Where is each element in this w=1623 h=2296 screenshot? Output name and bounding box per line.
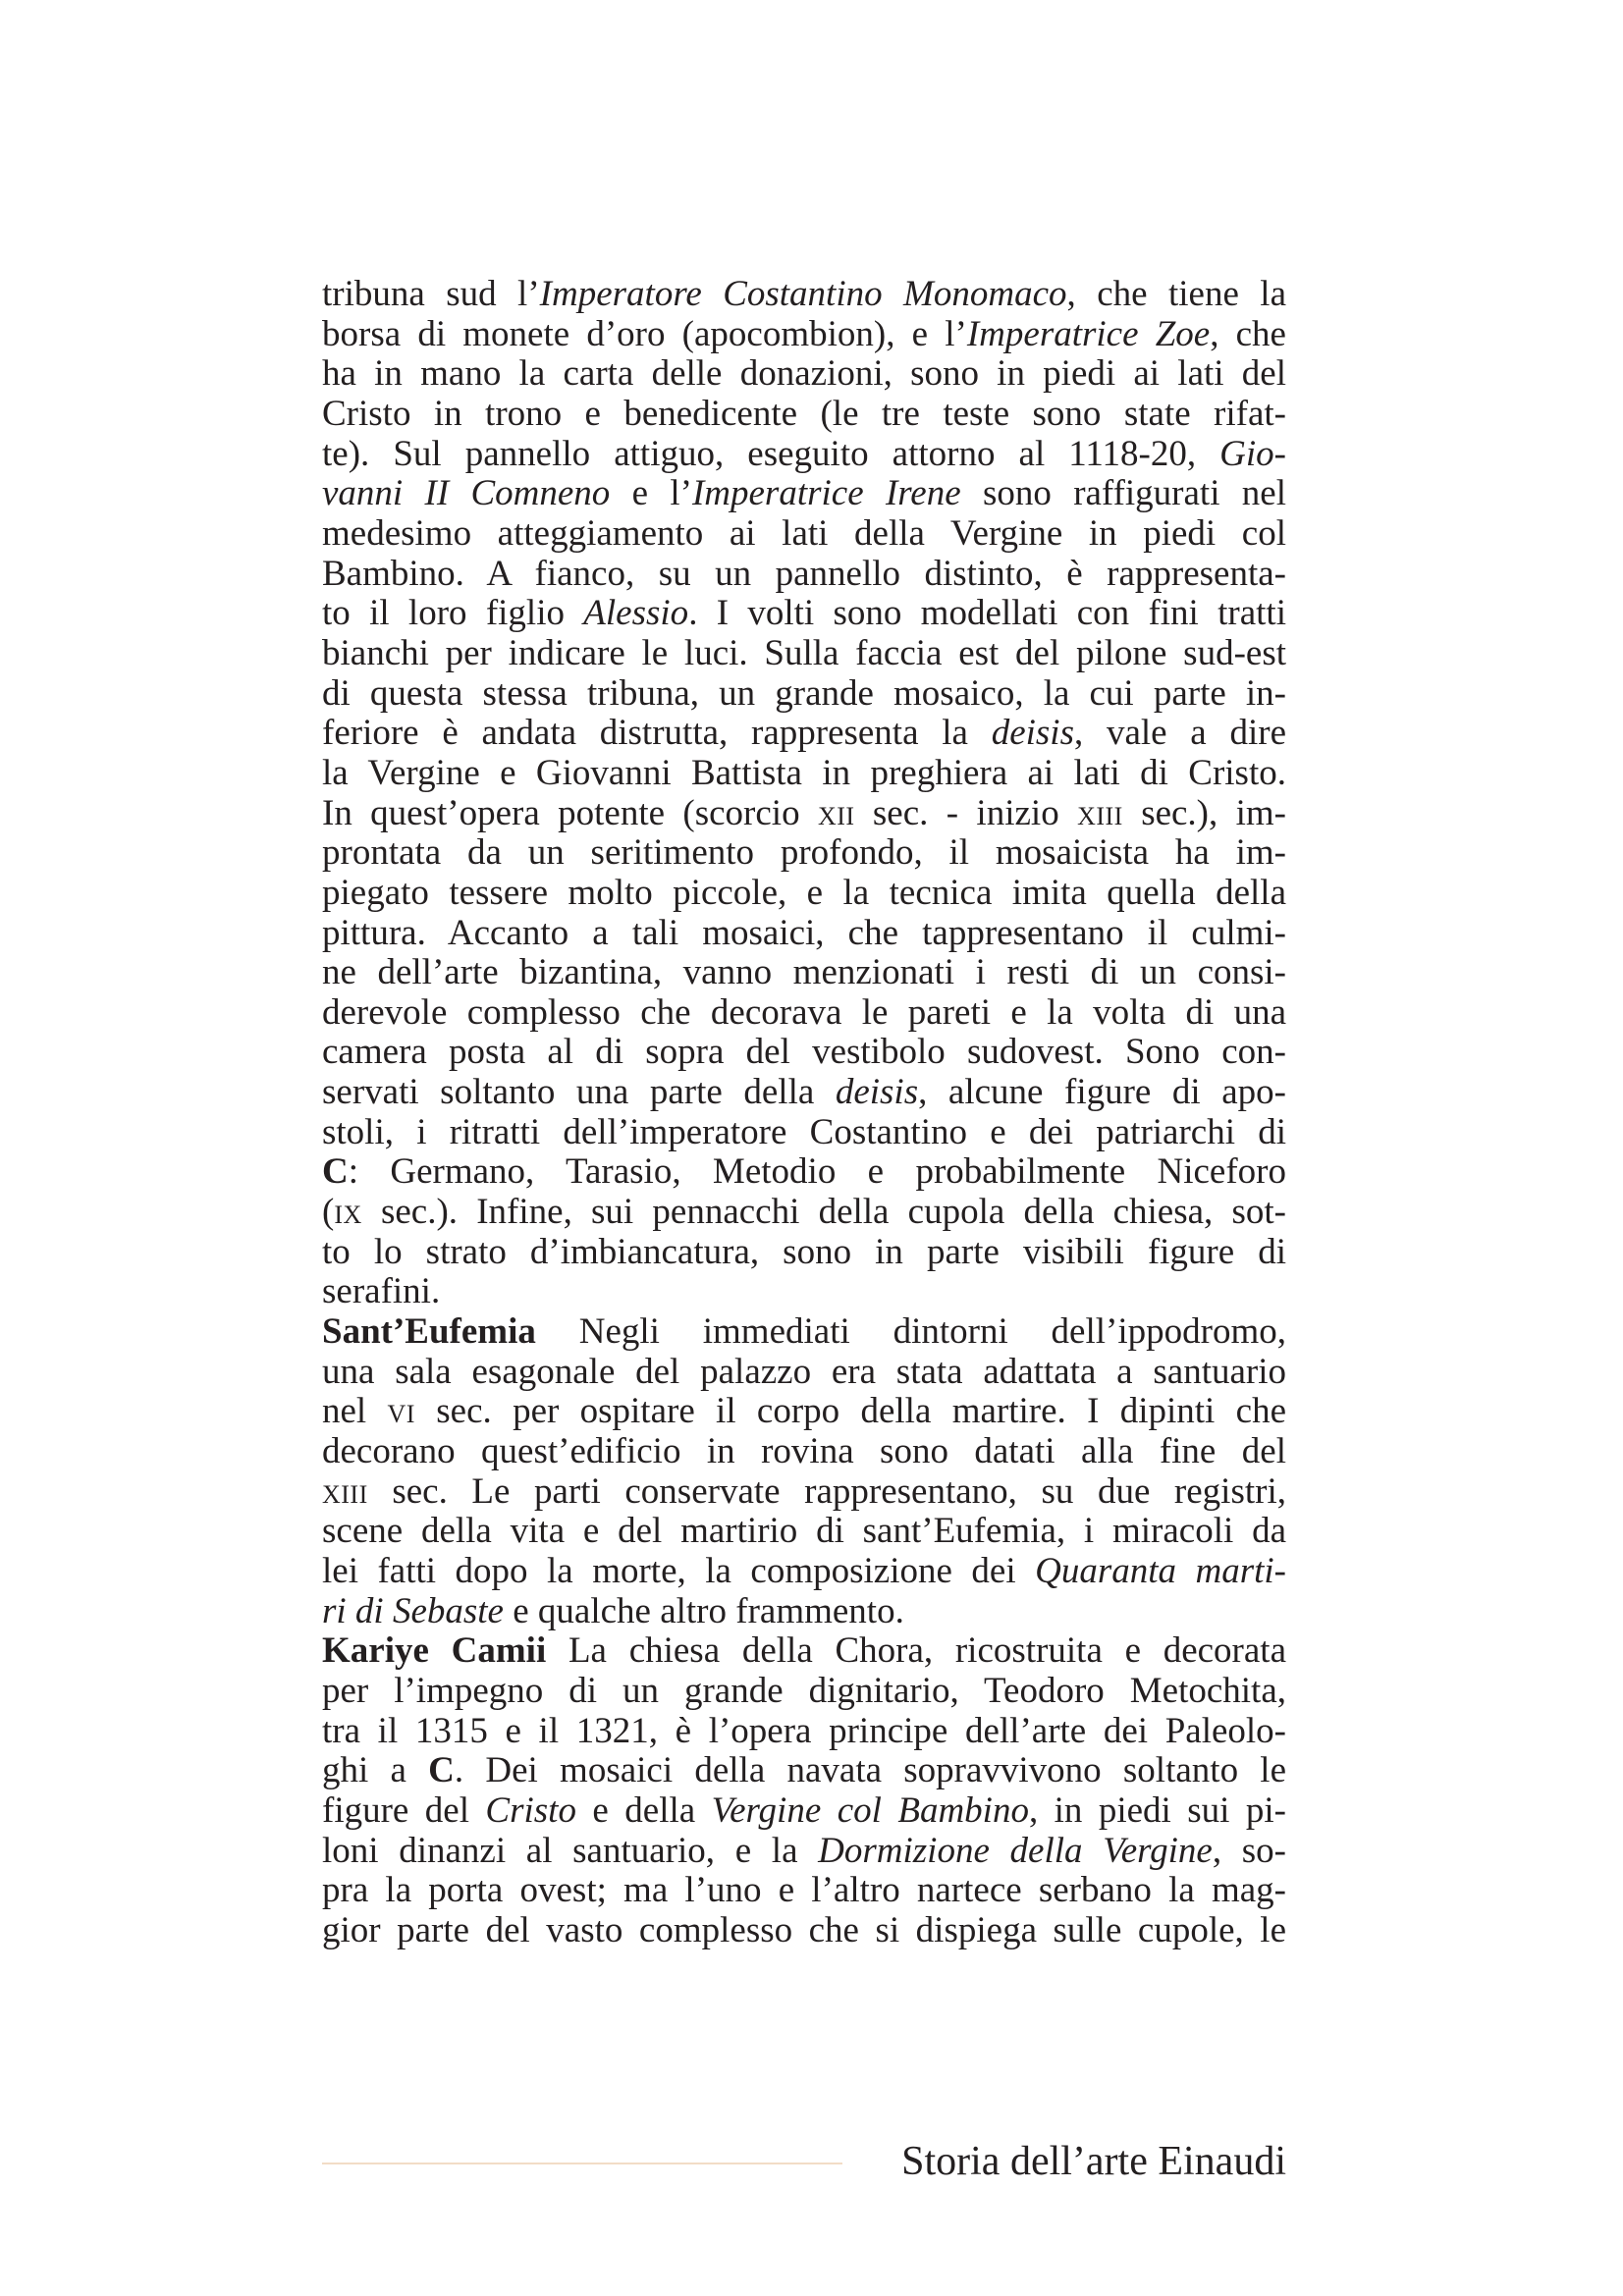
text-line [322,634,1286,674]
text-run: e della [575,1789,712,1831]
bold-heading: Kariye Camii [322,1630,547,1672]
text-line [322,1033,1286,1073]
text-line [322,1193,1286,1233]
text-line [322,1832,1286,1872]
text-line [322,674,1286,715]
text-run: La chiesa della Chora, ricostruita e decorata [546,1630,1287,1672]
text-run: , alcune figure di apo- [918,1072,1286,1113]
italic-text: Alessio [583,593,689,634]
text-run: Bambino. A fianco, su un pannello distinto, è rappresenta- [322,553,1286,594]
text-line [322,1272,1286,1312]
text-line [322,1312,1286,1353]
text-line [322,1672,1286,1712]
text-line [322,1552,1286,1592]
text-run: borsa di monete d’oro (apocombion), e l’ [322,313,967,354]
text-run: sec. per ospitare il corpo della martire. I dipinti che [414,1391,1286,1432]
bold-heading: C [322,1151,349,1193]
text-run: camera posta al di sopra del vestibolo sudovest. Sono con- [322,1032,1286,1073]
italic-text: Cristo [485,1789,576,1831]
text-run: sec. Le parti conservate rappresentano, su due registri, [367,1470,1286,1512]
text-run: feriore è andata distrutta, rappresenta la [322,713,992,754]
text-run: scene della vita e del martirio di sant’Eufemia, i miracoli da [322,1511,1286,1552]
text-run: , vale a dire [1073,713,1286,754]
text-line [322,1392,1286,1432]
text-run: gior parte del vasto complesso che si dispiega sulle cupole, le [322,1909,1286,1950]
footer-title: Storia dell’arte Einaudi [901,2139,1286,2184]
text-line [322,1472,1286,1513]
text-run: sono raffigurati nel [960,473,1287,514]
text-run: pittura. Accanto a tali mosaici, che tappresentano il culmi- [322,912,1286,953]
text-run: , che tiene la [1066,274,1287,314]
body-text [322,275,1286,1951]
text-run: sec.), im- [1122,792,1286,833]
text-run: prontata da un seritimento profondo, il mosaicista ha im- [322,832,1286,874]
text-line [322,1432,1286,1472]
text-run: te). Sul pannello attiguo, eseguito attorno al 1118-20, [322,433,1220,474]
text-run: , che [1210,313,1286,354]
text-line [322,275,1286,315]
text-run: Negli immediati dintorni dell’ippodromo, [535,1311,1286,1353]
text-run: derevole complesso che decorava le pareti e la volta di una [322,991,1286,1033]
italic-text: Vergine col Bambino [711,1789,1029,1831]
text-run: , in piedi sui pi- [1028,1789,1286,1831]
text-line [322,514,1286,555]
text-run: nel [322,1391,388,1432]
text-run: In quest’opera potente (scorcio [322,792,818,833]
text-run: e qualche altro frammento. [503,1590,904,1631]
text-line [322,1751,1286,1791]
text-run: di questa stessa tribuna, un grande mosaico, la cui parte in- [322,672,1286,714]
text-line [322,754,1286,794]
text-line [322,714,1286,754]
text-line [322,874,1286,914]
text-run: per l’impegno di un grande dignitario, Teodoro Metochita, [322,1670,1286,1711]
roman-numeral: ix [334,1192,362,1233]
italic-text: deisis [991,713,1074,754]
text-run: ( [322,1192,335,1233]
text-run: , so- [1212,1830,1286,1871]
text-run: : Germano, Tarasio, Metodio e probabilmente Niceforo [348,1151,1286,1193]
text-run: tra il 1315 e il 1321, è l’opera principe dell’arte dei Paleolo- [322,1710,1286,1751]
italic-text: Imperatrice Irene [691,473,961,514]
text-line [322,474,1286,514]
text-run: . Dei mosaici della navata sopravvivono soltanto le [454,1750,1287,1791]
text-line [322,354,1286,395]
roman-numeral: xiii [322,1470,368,1512]
text-run: decorano quest’edificio in rovina sono datati alla fine del [322,1431,1286,1472]
text-run: stoli, i ritratti dell’imperatore Costantino e dei patriarchi di [322,1111,1286,1152]
text-run: loni dinanzi al santuario, e la [322,1830,819,1871]
text-run: una sala esagonale del palazzo era stata adattata a santuario [322,1351,1286,1392]
text-run: pra la porta ovest; ma l’uno e l’altro nartece serbano la mag- [322,1870,1286,1911]
text-line [322,315,1286,355]
text-run: sec.). Infine, sui pennacchi della cupola della chiesa, sot- [361,1192,1286,1233]
text-run: Cristo in trono e benedicente (le tre teste sono state rifat- [322,393,1286,434]
text-line [322,993,1286,1034]
italic-text: Imperatrice Zoe [966,313,1211,354]
text-line [322,1113,1286,1153]
text-line [322,1631,1286,1672]
italic-text: Imperatore Costantino Monomaco [539,274,1067,314]
text-run: servati soltanto una parte della [322,1072,836,1113]
italic-text: vanni II Comneno [322,473,611,514]
text-line [322,1073,1286,1113]
text-line [322,953,1286,993]
bold-heading: C [428,1750,455,1791]
text-run: ghi a [322,1750,429,1791]
text-line [322,833,1286,874]
text-line [322,1233,1286,1273]
footer-rule [322,2163,842,2164]
text-line [322,914,1286,954]
text-line [322,1152,1286,1193]
italic-text: Gio- [1219,433,1286,474]
text-line [322,594,1286,634]
italic-text: ri di Sebaste [322,1590,504,1631]
text-run: tribuna sud l’ [322,274,540,314]
bold-heading: Sant’Eufemia [322,1311,536,1353]
text-line [322,1712,1286,1752]
text-line [322,1592,1286,1632]
text-line [322,395,1286,435]
italic-text: Quaranta marti- [1035,1551,1286,1591]
text-run: to lo strato d’imbiancatura, sono in parte visibili figure di [322,1231,1286,1272]
text-run: bianchi per indicare le luci. Sulla faccia est del pilone sud-est [322,632,1286,673]
text-run: ne dell’arte bizantina, vanno menzionati i resti di un consi- [322,952,1286,993]
text-run: e l’ [610,473,692,514]
text-line [322,1512,1286,1552]
italic-text: Dormizione della Vergine [818,1830,1213,1871]
text-run: to il loro figlio [322,593,584,634]
text-line [322,1791,1286,1832]
italic-text: deisis [835,1072,919,1113]
text-line [322,794,1286,834]
text-run: serafini. [322,1271,441,1312]
roman-numeral: xiii [1077,792,1123,833]
text-line [322,1911,1286,1951]
text-run: lei fatti dopo la morte, la composizione dei [322,1551,1036,1591]
text-run: figure del [322,1789,486,1831]
text-run: la Vergine e Giovanni Battista in preghiera ai lati di Cristo. [322,752,1286,793]
text-run: sec. - inizio [854,792,1078,833]
roman-numeral: xii [817,792,855,833]
text-line [322,1353,1286,1393]
text-run: medesimo atteggiamento ai lati della Vergine in piedi col [322,512,1286,554]
text-line [322,435,1286,475]
text-line [322,555,1286,595]
text-line [322,1871,1286,1911]
text-run: piegato tessere molto piccole, e la tecnica imita quella della [322,872,1286,913]
text-run: ha in mano la carta delle donazioni, sono in piedi ai lati del [322,353,1286,395]
text-run: . I volti sono modellati con fini tratti [688,593,1286,634]
roman-numeral: vi [387,1391,415,1432]
